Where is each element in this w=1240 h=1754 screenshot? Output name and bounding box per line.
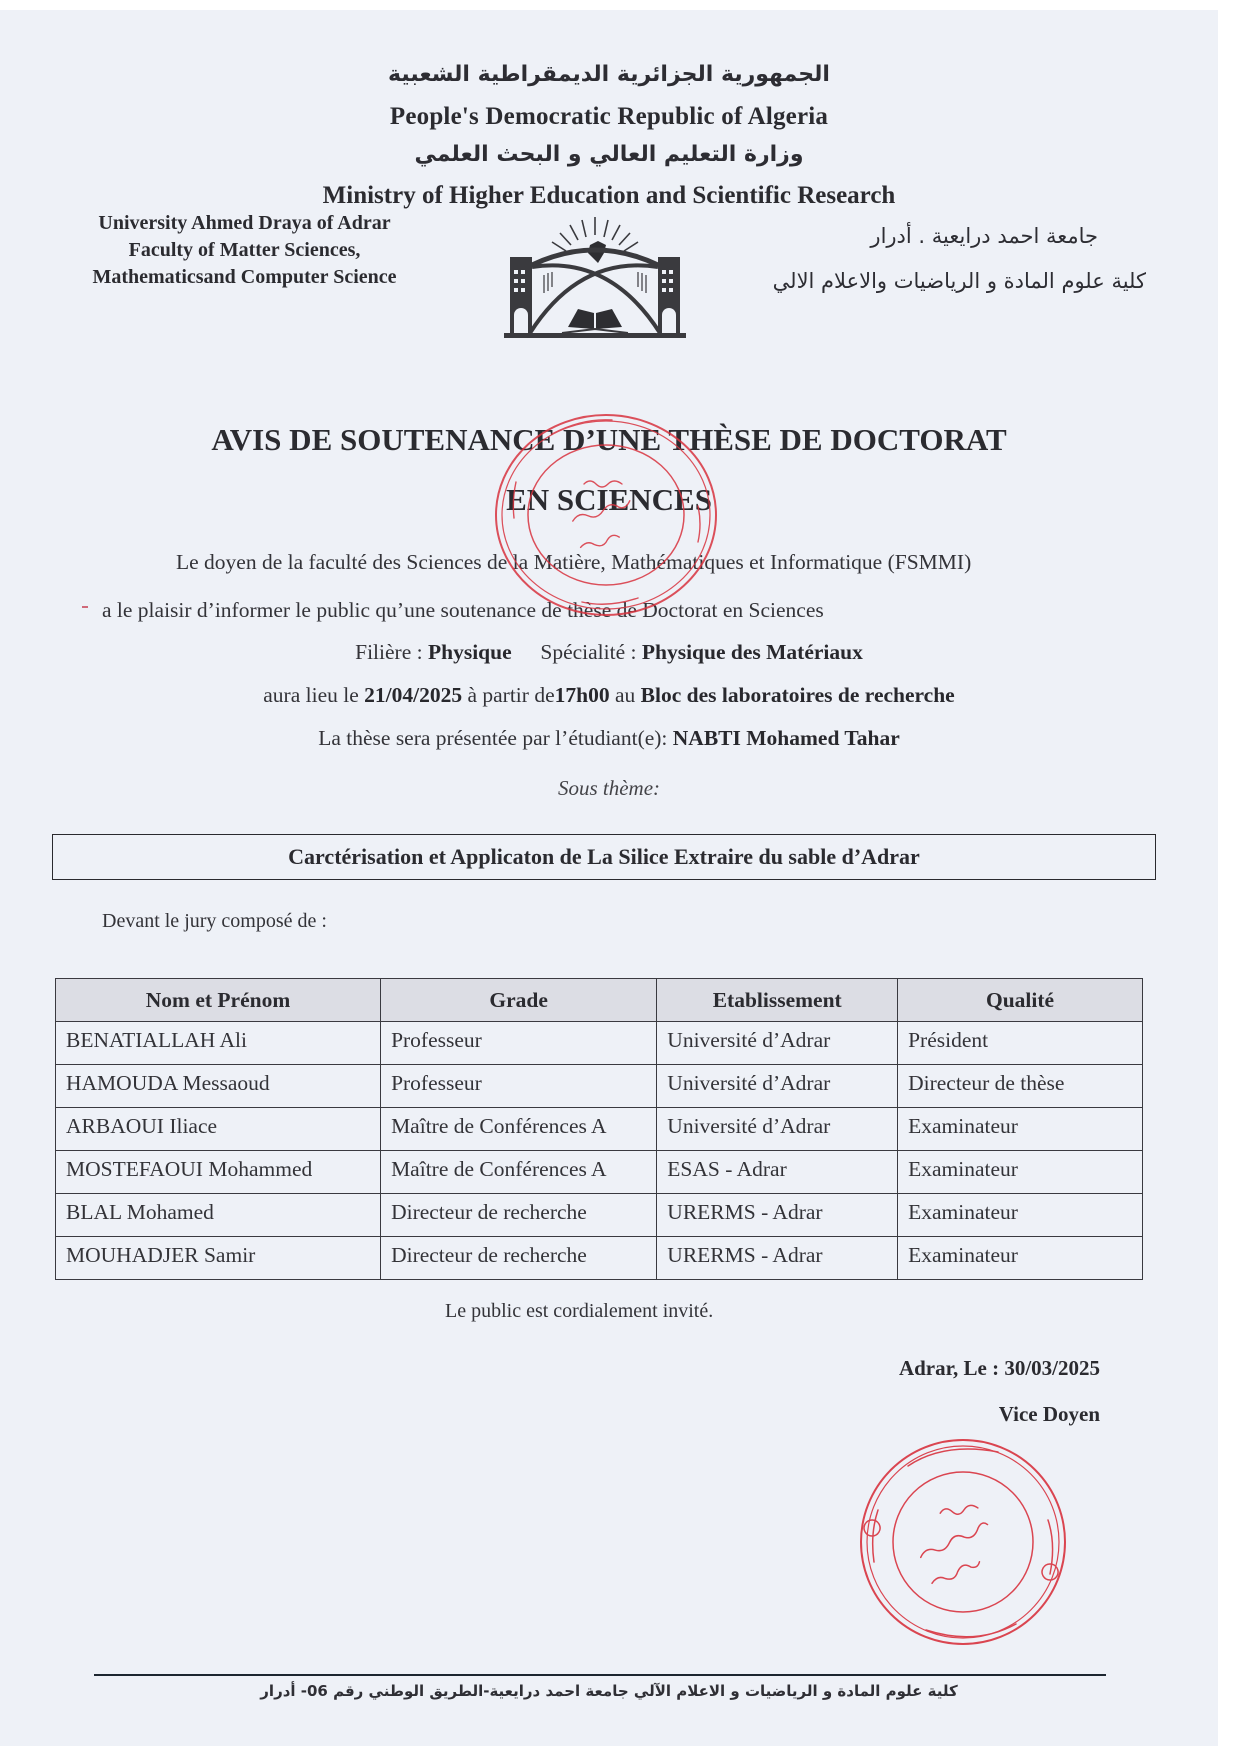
jury-grade: Professeur [381, 1022, 657, 1065]
presenter-label: La thèse sera présentée par l’étudiant(e): [318, 726, 673, 750]
ministry-name-arabic: وزارة التعليم العالي و البحث العلمي [414, 142, 804, 167]
specialite-label: Spécialité : [540, 640, 642, 664]
university-line: University Ahmed Draya of Adrar [98, 212, 391, 234]
table-row [56, 1237, 1143, 1280]
country-name-arabic: الجمهورية الجزائرية الديمقراطية الشعبية [388, 62, 830, 87]
notice-title: AVIS DE SOUTENANCE D’UNE THÈSE DE DOCTORAT [211, 422, 1007, 457]
defense-time: 17h00 [554, 683, 610, 707]
ministry-name-english: Ministry of Higher Education and Scientific Research [322, 182, 896, 209]
jury-name: ARBAOUI Iliace [56, 1108, 381, 1151]
column-header-role: Qualité [898, 979, 1143, 1022]
jury-institution: URERMS - Adrar [657, 1194, 898, 1237]
jury-name: MOSTEFAOUI Mohammed [56, 1151, 381, 1194]
presenter-name: NABTI Mohamed Tahar [672, 726, 900, 750]
document-page [0, 10, 1218, 1746]
jury-role: Examinateur [898, 1237, 1143, 1280]
schedule-mid: à partir de [462, 683, 555, 707]
invitation-text: Le public est cordialement invité. [445, 1300, 714, 1322]
university-name-english [52, 210, 437, 291]
jury-name: MOUHADJER Samir [56, 1237, 381, 1280]
footer-address: كلية علوم المادة و الرياضيات و الاعلام الآلي جامعة احمد درايعية-الطريق الوطني رقم 06- أدرار [260, 1682, 958, 1700]
faculty-line: Faculty of Matter Sciences, [128, 239, 361, 261]
jury-table-header-row [56, 979, 1143, 1022]
jury-role: Examinateur [898, 1108, 1143, 1151]
intro-paragraph-line2: a le plaisir d’informer le public qu’une soutenance de thèse de Doctorat en Sciences [102, 598, 824, 622]
jury-grade: Directeur de recherche [381, 1194, 657, 1237]
jury-role: Président [898, 1022, 1143, 1065]
filiere-value: Physique [427, 640, 512, 664]
jury-grade: Professeur [381, 1065, 657, 1108]
jury-grade: Maître de Conférences A [381, 1151, 657, 1194]
jury-name: HAMOUDA Messaoud [56, 1065, 381, 1108]
university-logo-icon [490, 215, 700, 345]
jury-grade: Directeur de recherche [381, 1237, 657, 1280]
schedule-line [0, 683, 1218, 708]
footer-divider [94, 1674, 1106, 1676]
table-row [56, 1065, 1143, 1108]
presenter-line [0, 726, 1218, 751]
schedule-prefix: aura lieu le [263, 683, 365, 707]
column-header-grade: Grade [381, 979, 657, 1022]
university-name-arabic: جامعة احمد درايعية . أدرار [870, 224, 1098, 248]
place-and-date: Adrar, Le : 30/03/2025 [898, 1356, 1100, 1380]
faculty-line: Mathematicsand Computer Science [92, 266, 397, 288]
field-specialty-line [0, 640, 1218, 665]
jury-table [55, 978, 1143, 1280]
specialite-value: Physique des Matériaux [641, 640, 863, 664]
notice-title-line2: EN SCIENCES [506, 482, 712, 517]
faculty-name-arabic: كلية علوم المادة و الرياضيات والاعلام الالي [772, 269, 1146, 293]
table-row [56, 1151, 1143, 1194]
schedule-mid2: au [609, 683, 641, 707]
jury-institution: ESAS - Adrar [657, 1151, 898, 1194]
jury-institution: URERMS - Adrar [657, 1237, 898, 1280]
defense-date: 21/04/2025 [364, 683, 463, 707]
column-header-institution: Etablissement [657, 979, 898, 1022]
official-stamp-signature [848, 1430, 1078, 1650]
jury-role: Directeur de thèse [898, 1065, 1143, 1108]
table-row [56, 1108, 1143, 1151]
jury-name: BENATIALLAH Ali [56, 1022, 381, 1065]
intro-paragraph-line1: Le doyen de la faculté des Sciences de la Matière, Mathématiques et Informatique (FSMMI) [176, 550, 972, 574]
jury-name: BLAL Mohamed [56, 1194, 381, 1237]
table-row [56, 1022, 1143, 1065]
column-header-name: Nom et Prénom [56, 979, 381, 1022]
table-row [56, 1194, 1143, 1237]
jury-intro: Devant le jury composé de : [102, 910, 327, 932]
jury-role: Examinateur [898, 1194, 1143, 1237]
defense-location: Bloc des laboratoires de recherche [640, 683, 955, 707]
thesis-title-box [52, 834, 1156, 880]
jury-grade: Maître de Conférences A [381, 1108, 657, 1151]
thesis-title: Carctérisation et Applicaton de La Silice Extraire du sable d’Adrar [288, 844, 920, 869]
jury-institution: Université d’Adrar [657, 1108, 898, 1151]
country-name-english: People's Democratic Republic of Algeria [389, 103, 829, 130]
jury-institution: Université d’Adrar [657, 1065, 898, 1108]
scan-mark [82, 606, 88, 608]
subtheme-label: Sous thème: [557, 776, 661, 800]
filiere-label: Filière : [355, 640, 428, 664]
jury-role: Examinateur [898, 1151, 1143, 1194]
jury-institution: Université d’Adrar [657, 1022, 898, 1065]
signer-title: Vice Doyen [998, 1402, 1100, 1426]
